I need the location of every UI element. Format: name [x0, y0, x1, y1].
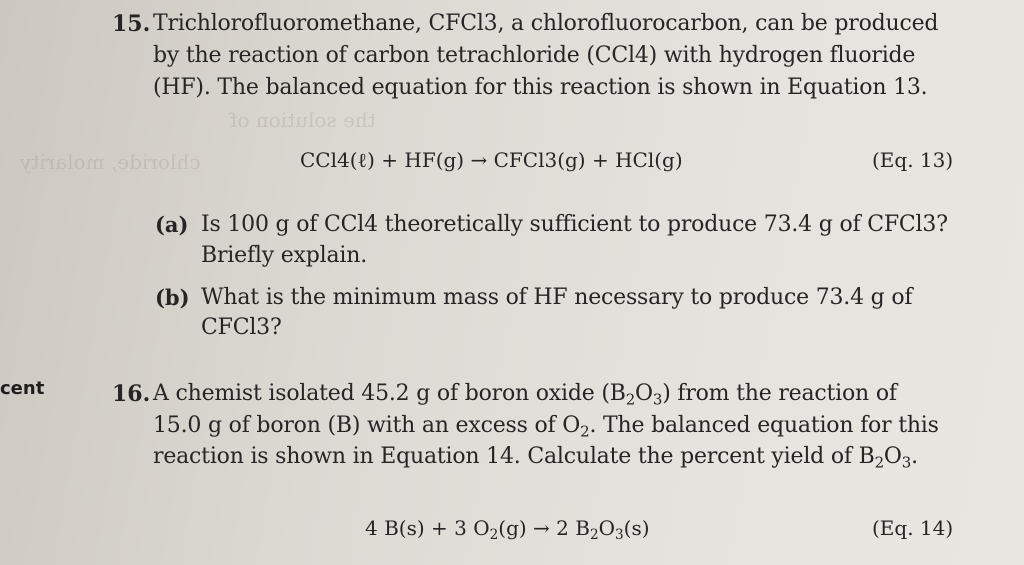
problem-text-line: A chemist isolated 45.2 g of boron oxide $(B_2O_3)$ from the reaction of: [153, 381, 897, 409]
show-through-text: the solution of: [230, 108, 376, 132]
problem-text-line: by the reaction of carbon tetrachloride (CCl4) with hydrogen fluoride: [153, 43, 916, 68]
equation: CCl4(ℓ) + HF(g) → CFCl3(g) + HCl(g): [300, 148, 683, 172]
equation-tag: (Eq. 14): [872, 516, 954, 540]
problem-text-line: reaction is shown in Equation 14. Calculate the percent yield of $B_2O_3$.: [153, 444, 918, 472]
part-text-line: Is 100 g of CCl4 theoretically sufficient to produce 73.4 g of CFCl3?: [201, 212, 948, 237]
problem-text-line: Trichlorofluoromethane, CFCl3, a chlorofluorocarbon, can be produced: [153, 11, 939, 36]
equation: 4 B(s) + 3 $O_2(g) \to 2$ $B_2O_3(s)$: [365, 516, 650, 544]
show-through-text: chloride, molarity: [20, 150, 201, 174]
part-text-line: CFCl3?: [201, 315, 282, 340]
equation-tag: (Eq. 13): [872, 148, 954, 172]
problem-number: 16.: [112, 381, 151, 407]
problem-text-line: (HF). The balanced equation for this reaction is shown in Equation 13.: [153, 75, 928, 100]
part-text-line: What is the minimum mass of HF necessary to produce 73.4 g of: [201, 285, 913, 310]
part-text-line: Briefly explain.: [201, 243, 368, 268]
part-label: (a): [155, 212, 189, 237]
margin-text: cent: [0, 378, 45, 399]
part-label: (b): [155, 285, 190, 310]
problem-text-line: 15.0 g of boron (B) with an excess of $O_2$. The balanced equation for this: [153, 413, 939, 441]
problem-number: 15.: [112, 11, 151, 37]
